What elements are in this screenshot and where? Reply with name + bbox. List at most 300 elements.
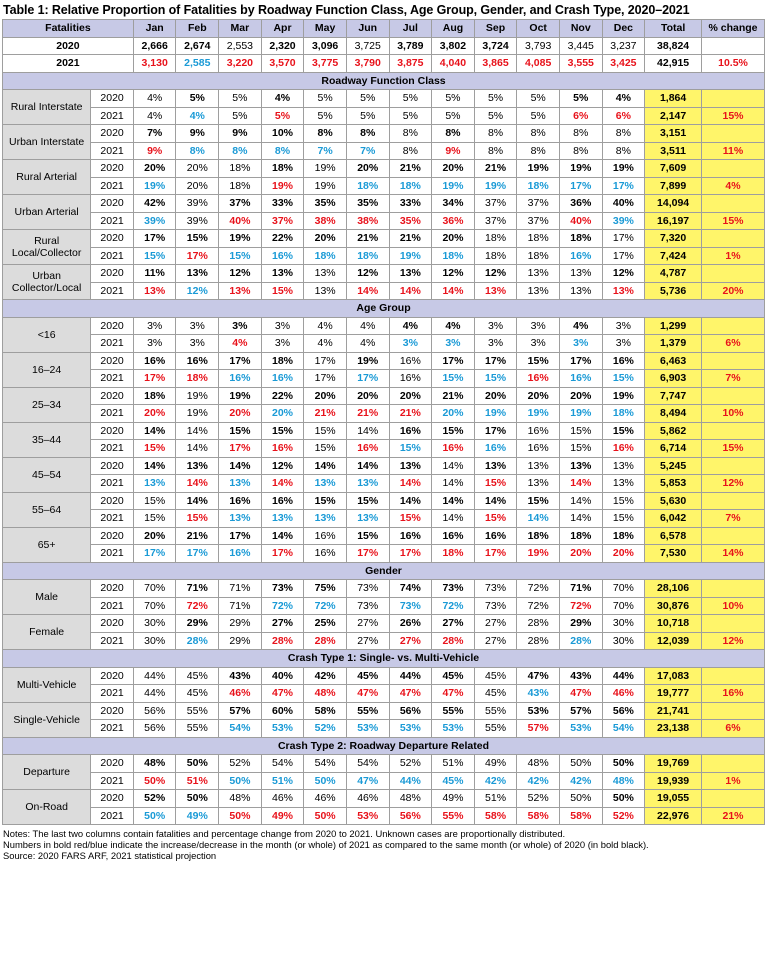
month-value: 73% bbox=[474, 597, 517, 615]
total-value: 7,899 bbox=[645, 177, 702, 195]
month-value: 13% bbox=[517, 282, 560, 300]
month-value: 55% bbox=[432, 702, 475, 720]
month-value: 13% bbox=[517, 457, 560, 475]
month-value: 73% bbox=[346, 597, 389, 615]
month-value: 73% bbox=[261, 580, 304, 598]
month-value: 5% bbox=[474, 107, 517, 125]
month-value: 5% bbox=[559, 90, 602, 108]
month-value: 15% bbox=[346, 492, 389, 510]
total-value: 19,939 bbox=[645, 772, 702, 790]
month-value: 20% bbox=[304, 230, 347, 248]
year-label: 2020 bbox=[91, 160, 134, 178]
month-value: 6% bbox=[602, 107, 645, 125]
group-label: 65+ bbox=[3, 527, 91, 562]
month-value: 4% bbox=[261, 90, 304, 108]
month-value: 5% bbox=[517, 107, 560, 125]
month-value: 25% bbox=[304, 615, 347, 633]
month-value: 17% bbox=[432, 352, 475, 370]
month-value: 8% bbox=[346, 125, 389, 143]
total-value: 22,976 bbox=[645, 807, 702, 825]
group-label: 25–34 bbox=[3, 387, 91, 422]
month-value: 17% bbox=[133, 370, 176, 388]
percent-change bbox=[702, 492, 765, 510]
month-value: 18% bbox=[432, 545, 475, 563]
total-value: 8,494 bbox=[645, 405, 702, 423]
month-value: 70% bbox=[133, 580, 176, 598]
percent-change: 7% bbox=[702, 510, 765, 528]
total-value: 19,055 bbox=[645, 790, 702, 808]
month-value: 51% bbox=[432, 755, 475, 773]
month-value: 70% bbox=[133, 597, 176, 615]
month-value: 3% bbox=[219, 317, 262, 335]
percent-change bbox=[702, 580, 765, 598]
month-value: 17% bbox=[261, 545, 304, 563]
month-value: 54% bbox=[261, 755, 304, 773]
month-value: 13% bbox=[304, 282, 347, 300]
month-value: 16% bbox=[517, 422, 560, 440]
month-value: 15% bbox=[432, 370, 475, 388]
month-value: 18% bbox=[517, 230, 560, 248]
total-value: 6,042 bbox=[645, 510, 702, 528]
column-header: Jun bbox=[346, 20, 389, 38]
month-value: 5% bbox=[261, 107, 304, 125]
group-label: Urban Arterial bbox=[3, 195, 91, 230]
month-value: 15% bbox=[602, 370, 645, 388]
month-value: 3,555 bbox=[559, 55, 602, 73]
total-value: 1,864 bbox=[645, 90, 702, 108]
month-value: 3,570 bbox=[261, 55, 304, 73]
month-value: 18% bbox=[602, 527, 645, 545]
month-value: 56% bbox=[602, 702, 645, 720]
data-row bbox=[3, 230, 765, 248]
month-value: 45% bbox=[176, 685, 219, 703]
month-value: 19% bbox=[432, 177, 475, 195]
month-value: 8% bbox=[602, 142, 645, 160]
month-value: 19% bbox=[389, 247, 432, 265]
month-value: 42% bbox=[517, 772, 560, 790]
month-value: 8% bbox=[219, 142, 262, 160]
month-value: 19% bbox=[176, 405, 219, 423]
month-value: 46% bbox=[602, 685, 645, 703]
percent-change bbox=[702, 125, 765, 143]
total-value: 23,138 bbox=[645, 720, 702, 738]
month-value: 17% bbox=[219, 527, 262, 545]
month-value: 20% bbox=[133, 527, 176, 545]
percent-change: 6% bbox=[702, 335, 765, 353]
percent-change bbox=[702, 527, 765, 545]
total-value: 1,299 bbox=[645, 317, 702, 335]
percent-change: 7% bbox=[702, 370, 765, 388]
month-value: 9% bbox=[133, 142, 176, 160]
month-value: 3% bbox=[133, 317, 176, 335]
month-value: 47% bbox=[346, 772, 389, 790]
month-value: 42% bbox=[133, 195, 176, 213]
month-value: 21% bbox=[432, 387, 475, 405]
month-value: 46% bbox=[304, 790, 347, 808]
group-label: Departure bbox=[3, 755, 91, 790]
month-value: 34% bbox=[432, 195, 475, 213]
month-value: 3% bbox=[474, 335, 517, 353]
month-value: 5% bbox=[346, 107, 389, 125]
total-value: 5,736 bbox=[645, 282, 702, 300]
month-value: 58% bbox=[474, 807, 517, 825]
month-value: 50% bbox=[219, 807, 262, 825]
month-value: 3,130 bbox=[133, 55, 176, 73]
year-label: 2020 bbox=[91, 580, 134, 598]
month-value: 47% bbox=[517, 667, 560, 685]
group-label: <16 bbox=[3, 317, 91, 352]
month-value: 38% bbox=[346, 212, 389, 230]
month-value: 48% bbox=[389, 790, 432, 808]
month-value: 13% bbox=[304, 475, 347, 493]
month-value: 19% bbox=[517, 545, 560, 563]
total-value: 19,769 bbox=[645, 755, 702, 773]
month-value: 21% bbox=[346, 405, 389, 423]
year-label: 2021 bbox=[91, 247, 134, 265]
fatalities-row-2021 bbox=[3, 55, 765, 73]
month-value: 17% bbox=[133, 545, 176, 563]
month-value: 18% bbox=[304, 247, 347, 265]
month-value: 8% bbox=[602, 125, 645, 143]
month-value: 18% bbox=[133, 387, 176, 405]
column-header: Aug bbox=[432, 20, 475, 38]
month-value: 17% bbox=[219, 352, 262, 370]
percent-change: 10% bbox=[702, 405, 765, 423]
month-value: 4% bbox=[389, 317, 432, 335]
month-value: 21% bbox=[176, 527, 219, 545]
year-label: 2021 bbox=[91, 772, 134, 790]
month-value: 16% bbox=[219, 370, 262, 388]
month-value: 44% bbox=[133, 685, 176, 703]
month-value: 3,802 bbox=[432, 37, 475, 55]
group-label: 16–24 bbox=[3, 352, 91, 387]
year-label: 2021 bbox=[3, 55, 134, 73]
year-label: 2021 bbox=[91, 282, 134, 300]
month-value: 15% bbox=[304, 492, 347, 510]
month-value: 20% bbox=[176, 160, 219, 178]
month-value: 2,320 bbox=[261, 37, 304, 55]
month-value: 15% bbox=[559, 440, 602, 458]
section-title: Roadway Function Class bbox=[3, 72, 765, 90]
month-value: 53% bbox=[346, 807, 389, 825]
data-row bbox=[3, 755, 765, 773]
data-row bbox=[3, 580, 765, 598]
month-value: 5% bbox=[219, 90, 262, 108]
month-value: 55% bbox=[474, 720, 517, 738]
month-value: 72% bbox=[176, 597, 219, 615]
month-value: 70% bbox=[602, 580, 645, 598]
column-header: Fatalities bbox=[3, 20, 134, 38]
month-value: 13% bbox=[389, 457, 432, 475]
year-label: 2021 bbox=[91, 510, 134, 528]
total-value: 5,630 bbox=[645, 492, 702, 510]
month-value: 3,096 bbox=[304, 37, 347, 55]
month-value: 20% bbox=[176, 177, 219, 195]
month-value: 15% bbox=[176, 230, 219, 248]
month-value: 22% bbox=[261, 230, 304, 248]
month-value: 14% bbox=[559, 492, 602, 510]
month-value: 17% bbox=[474, 545, 517, 563]
month-value: 20% bbox=[559, 387, 602, 405]
month-value: 15% bbox=[432, 422, 475, 440]
percent-change: 4% bbox=[702, 177, 765, 195]
data-row bbox=[3, 177, 765, 195]
total-value: 2,147 bbox=[645, 107, 702, 125]
month-value: 17% bbox=[559, 352, 602, 370]
month-value: 13% bbox=[474, 457, 517, 475]
month-value: 28% bbox=[432, 632, 475, 650]
data-row bbox=[3, 702, 765, 720]
month-value: 14% bbox=[219, 457, 262, 475]
month-value: 8% bbox=[517, 142, 560, 160]
month-value: 5% bbox=[517, 90, 560, 108]
percent-change: 16% bbox=[702, 685, 765, 703]
month-value: 17% bbox=[389, 545, 432, 563]
month-value: 16% bbox=[602, 440, 645, 458]
month-value: 74% bbox=[389, 580, 432, 598]
month-value: 9% bbox=[432, 142, 475, 160]
month-value: 16% bbox=[389, 370, 432, 388]
column-header: May bbox=[304, 20, 347, 38]
section-title: Age Group bbox=[3, 300, 765, 318]
month-value: 29% bbox=[559, 615, 602, 633]
year-label: 2021 bbox=[91, 142, 134, 160]
month-value: 14% bbox=[559, 510, 602, 528]
year-label: 2020 bbox=[91, 125, 134, 143]
year-label: 2020 bbox=[91, 230, 134, 248]
month-value: 15% bbox=[219, 422, 262, 440]
month-value: 45% bbox=[432, 667, 475, 685]
percent-change bbox=[702, 352, 765, 370]
total-value: 4,787 bbox=[645, 265, 702, 283]
data-row bbox=[3, 352, 765, 370]
month-value: 44% bbox=[602, 667, 645, 685]
month-value: 75% bbox=[304, 580, 347, 598]
month-value: 57% bbox=[559, 702, 602, 720]
data-row bbox=[3, 685, 765, 703]
month-value: 16% bbox=[602, 352, 645, 370]
total-value: 16,197 bbox=[645, 212, 702, 230]
month-value: 14% bbox=[389, 492, 432, 510]
month-value: 4% bbox=[176, 107, 219, 125]
percent-change: 12% bbox=[702, 632, 765, 650]
month-value: 16% bbox=[432, 527, 475, 545]
percent-change: 15% bbox=[702, 440, 765, 458]
group-label: 45–54 bbox=[3, 457, 91, 492]
month-value: 37% bbox=[219, 195, 262, 213]
month-value: 14% bbox=[432, 282, 475, 300]
year-label: 2021 bbox=[91, 370, 134, 388]
month-value: 14% bbox=[432, 457, 475, 475]
month-value: 13% bbox=[346, 475, 389, 493]
month-value: 28% bbox=[176, 632, 219, 650]
percent-change bbox=[702, 790, 765, 808]
month-value: 13% bbox=[559, 265, 602, 283]
data-row bbox=[3, 282, 765, 300]
month-value: 17% bbox=[176, 545, 219, 563]
column-header: Jul bbox=[389, 20, 432, 38]
month-value: 15% bbox=[304, 440, 347, 458]
month-value: 55% bbox=[346, 702, 389, 720]
month-value: 56% bbox=[389, 807, 432, 825]
percent-change bbox=[702, 755, 765, 773]
month-value: 58% bbox=[304, 702, 347, 720]
column-header: Jan bbox=[133, 20, 176, 38]
month-value: 3,790 bbox=[346, 55, 389, 73]
month-value: 36% bbox=[559, 195, 602, 213]
year-label: 2020 bbox=[91, 615, 134, 633]
group-label: Rural Interstate bbox=[3, 90, 91, 125]
data-row bbox=[3, 597, 765, 615]
month-value: 52% bbox=[304, 720, 347, 738]
data-row bbox=[3, 807, 765, 825]
column-header: % change bbox=[702, 20, 765, 38]
month-value: 57% bbox=[517, 720, 560, 738]
month-value: 53% bbox=[389, 720, 432, 738]
month-value: 5% bbox=[176, 90, 219, 108]
month-value: 12% bbox=[219, 265, 262, 283]
month-value: 19% bbox=[602, 387, 645, 405]
month-value: 18% bbox=[559, 230, 602, 248]
month-value: 16% bbox=[304, 527, 347, 545]
month-value: 6% bbox=[559, 107, 602, 125]
column-header: Mar bbox=[219, 20, 262, 38]
month-value: 27% bbox=[261, 615, 304, 633]
month-value: 27% bbox=[389, 632, 432, 650]
month-value: 13% bbox=[133, 282, 176, 300]
month-value: 5% bbox=[346, 90, 389, 108]
group-label: Single-Vehicle bbox=[3, 702, 91, 737]
year-label: 2021 bbox=[91, 685, 134, 703]
month-value: 15% bbox=[517, 492, 560, 510]
month-value: 15% bbox=[261, 422, 304, 440]
total-value: 30,876 bbox=[645, 597, 702, 615]
month-value: 50% bbox=[304, 807, 347, 825]
month-value: 15% bbox=[261, 282, 304, 300]
month-value: 37% bbox=[474, 195, 517, 213]
month-value: 17% bbox=[176, 247, 219, 265]
month-value: 10% bbox=[261, 125, 304, 143]
year-label: 2021 bbox=[91, 107, 134, 125]
month-value: 18% bbox=[517, 177, 560, 195]
year-label: 2020 bbox=[91, 317, 134, 335]
month-value: 3% bbox=[432, 335, 475, 353]
column-header: Sep bbox=[474, 20, 517, 38]
section-header bbox=[3, 562, 765, 580]
month-value: 71% bbox=[219, 597, 262, 615]
month-value: 3% bbox=[474, 317, 517, 335]
month-value: 33% bbox=[261, 195, 304, 213]
data-row bbox=[3, 527, 765, 545]
group-label: On-Road bbox=[3, 790, 91, 825]
data-row bbox=[3, 265, 765, 283]
month-value: 47% bbox=[346, 685, 389, 703]
month-value: 55% bbox=[176, 720, 219, 738]
month-value: 5% bbox=[304, 107, 347, 125]
month-value: 12% bbox=[176, 282, 219, 300]
month-value: 3,725 bbox=[346, 37, 389, 55]
month-value: 14% bbox=[389, 475, 432, 493]
month-value: 15% bbox=[474, 510, 517, 528]
month-value: 12% bbox=[602, 265, 645, 283]
data-row bbox=[3, 545, 765, 563]
month-value: 14% bbox=[389, 282, 432, 300]
month-value: 7% bbox=[346, 142, 389, 160]
month-value: 16% bbox=[261, 370, 304, 388]
month-value: 5% bbox=[432, 90, 475, 108]
month-value: 11% bbox=[133, 265, 176, 283]
data-row bbox=[3, 335, 765, 353]
month-value: 16% bbox=[261, 440, 304, 458]
total-value: 28,106 bbox=[645, 580, 702, 598]
percent-change: 10.5% bbox=[702, 55, 765, 73]
total-value: 14,094 bbox=[645, 195, 702, 213]
month-value: 56% bbox=[389, 702, 432, 720]
note-line: Source: 2020 FARS ARF, 2021 statistical projection bbox=[3, 850, 217, 861]
month-value: 16% bbox=[389, 352, 432, 370]
month-value: 2,674 bbox=[176, 37, 219, 55]
month-value: 54% bbox=[346, 755, 389, 773]
month-value: 33% bbox=[389, 195, 432, 213]
month-value: 18% bbox=[176, 370, 219, 388]
month-value: 48% bbox=[133, 755, 176, 773]
month-value: 4% bbox=[133, 90, 176, 108]
month-value: 14% bbox=[304, 457, 347, 475]
month-value: 13% bbox=[133, 475, 176, 493]
month-value: 28% bbox=[304, 632, 347, 650]
percent-change bbox=[702, 457, 765, 475]
month-value: 16% bbox=[559, 247, 602, 265]
percent-change: 12% bbox=[702, 475, 765, 493]
month-value: 4% bbox=[602, 90, 645, 108]
month-value: 13% bbox=[559, 282, 602, 300]
month-value: 19% bbox=[219, 387, 262, 405]
percent-change bbox=[702, 90, 765, 108]
month-value: 19% bbox=[517, 405, 560, 423]
month-value: 8% bbox=[559, 142, 602, 160]
month-value: 12% bbox=[346, 265, 389, 283]
month-value: 71% bbox=[219, 580, 262, 598]
month-value: 27% bbox=[474, 615, 517, 633]
month-value: 13% bbox=[219, 475, 262, 493]
month-value: 21% bbox=[304, 405, 347, 423]
month-value: 20% bbox=[474, 387, 517, 405]
month-value: 13% bbox=[602, 282, 645, 300]
month-value: 48% bbox=[219, 790, 262, 808]
month-value: 49% bbox=[474, 755, 517, 773]
year-label: 2020 bbox=[91, 790, 134, 808]
month-value: 18% bbox=[559, 527, 602, 545]
month-value: 15% bbox=[219, 247, 262, 265]
month-value: 16% bbox=[176, 352, 219, 370]
month-value: 5% bbox=[474, 90, 517, 108]
month-value: 29% bbox=[176, 615, 219, 633]
month-value: 8% bbox=[261, 142, 304, 160]
month-value: 50% bbox=[602, 790, 645, 808]
month-value: 50% bbox=[559, 755, 602, 773]
month-value: 20% bbox=[389, 387, 432, 405]
month-value: 30% bbox=[602, 632, 645, 650]
month-value: 21% bbox=[474, 160, 517, 178]
month-value: 5% bbox=[389, 90, 432, 108]
year-label: 2021 bbox=[91, 212, 134, 230]
month-value: 3,875 bbox=[389, 55, 432, 73]
month-value: 27% bbox=[474, 632, 517, 650]
percent-change: 15% bbox=[702, 212, 765, 230]
month-value: 50% bbox=[559, 790, 602, 808]
total-value: 6,463 bbox=[645, 352, 702, 370]
section-title: Crash Type 2: Roadway Departure Related bbox=[3, 737, 765, 755]
